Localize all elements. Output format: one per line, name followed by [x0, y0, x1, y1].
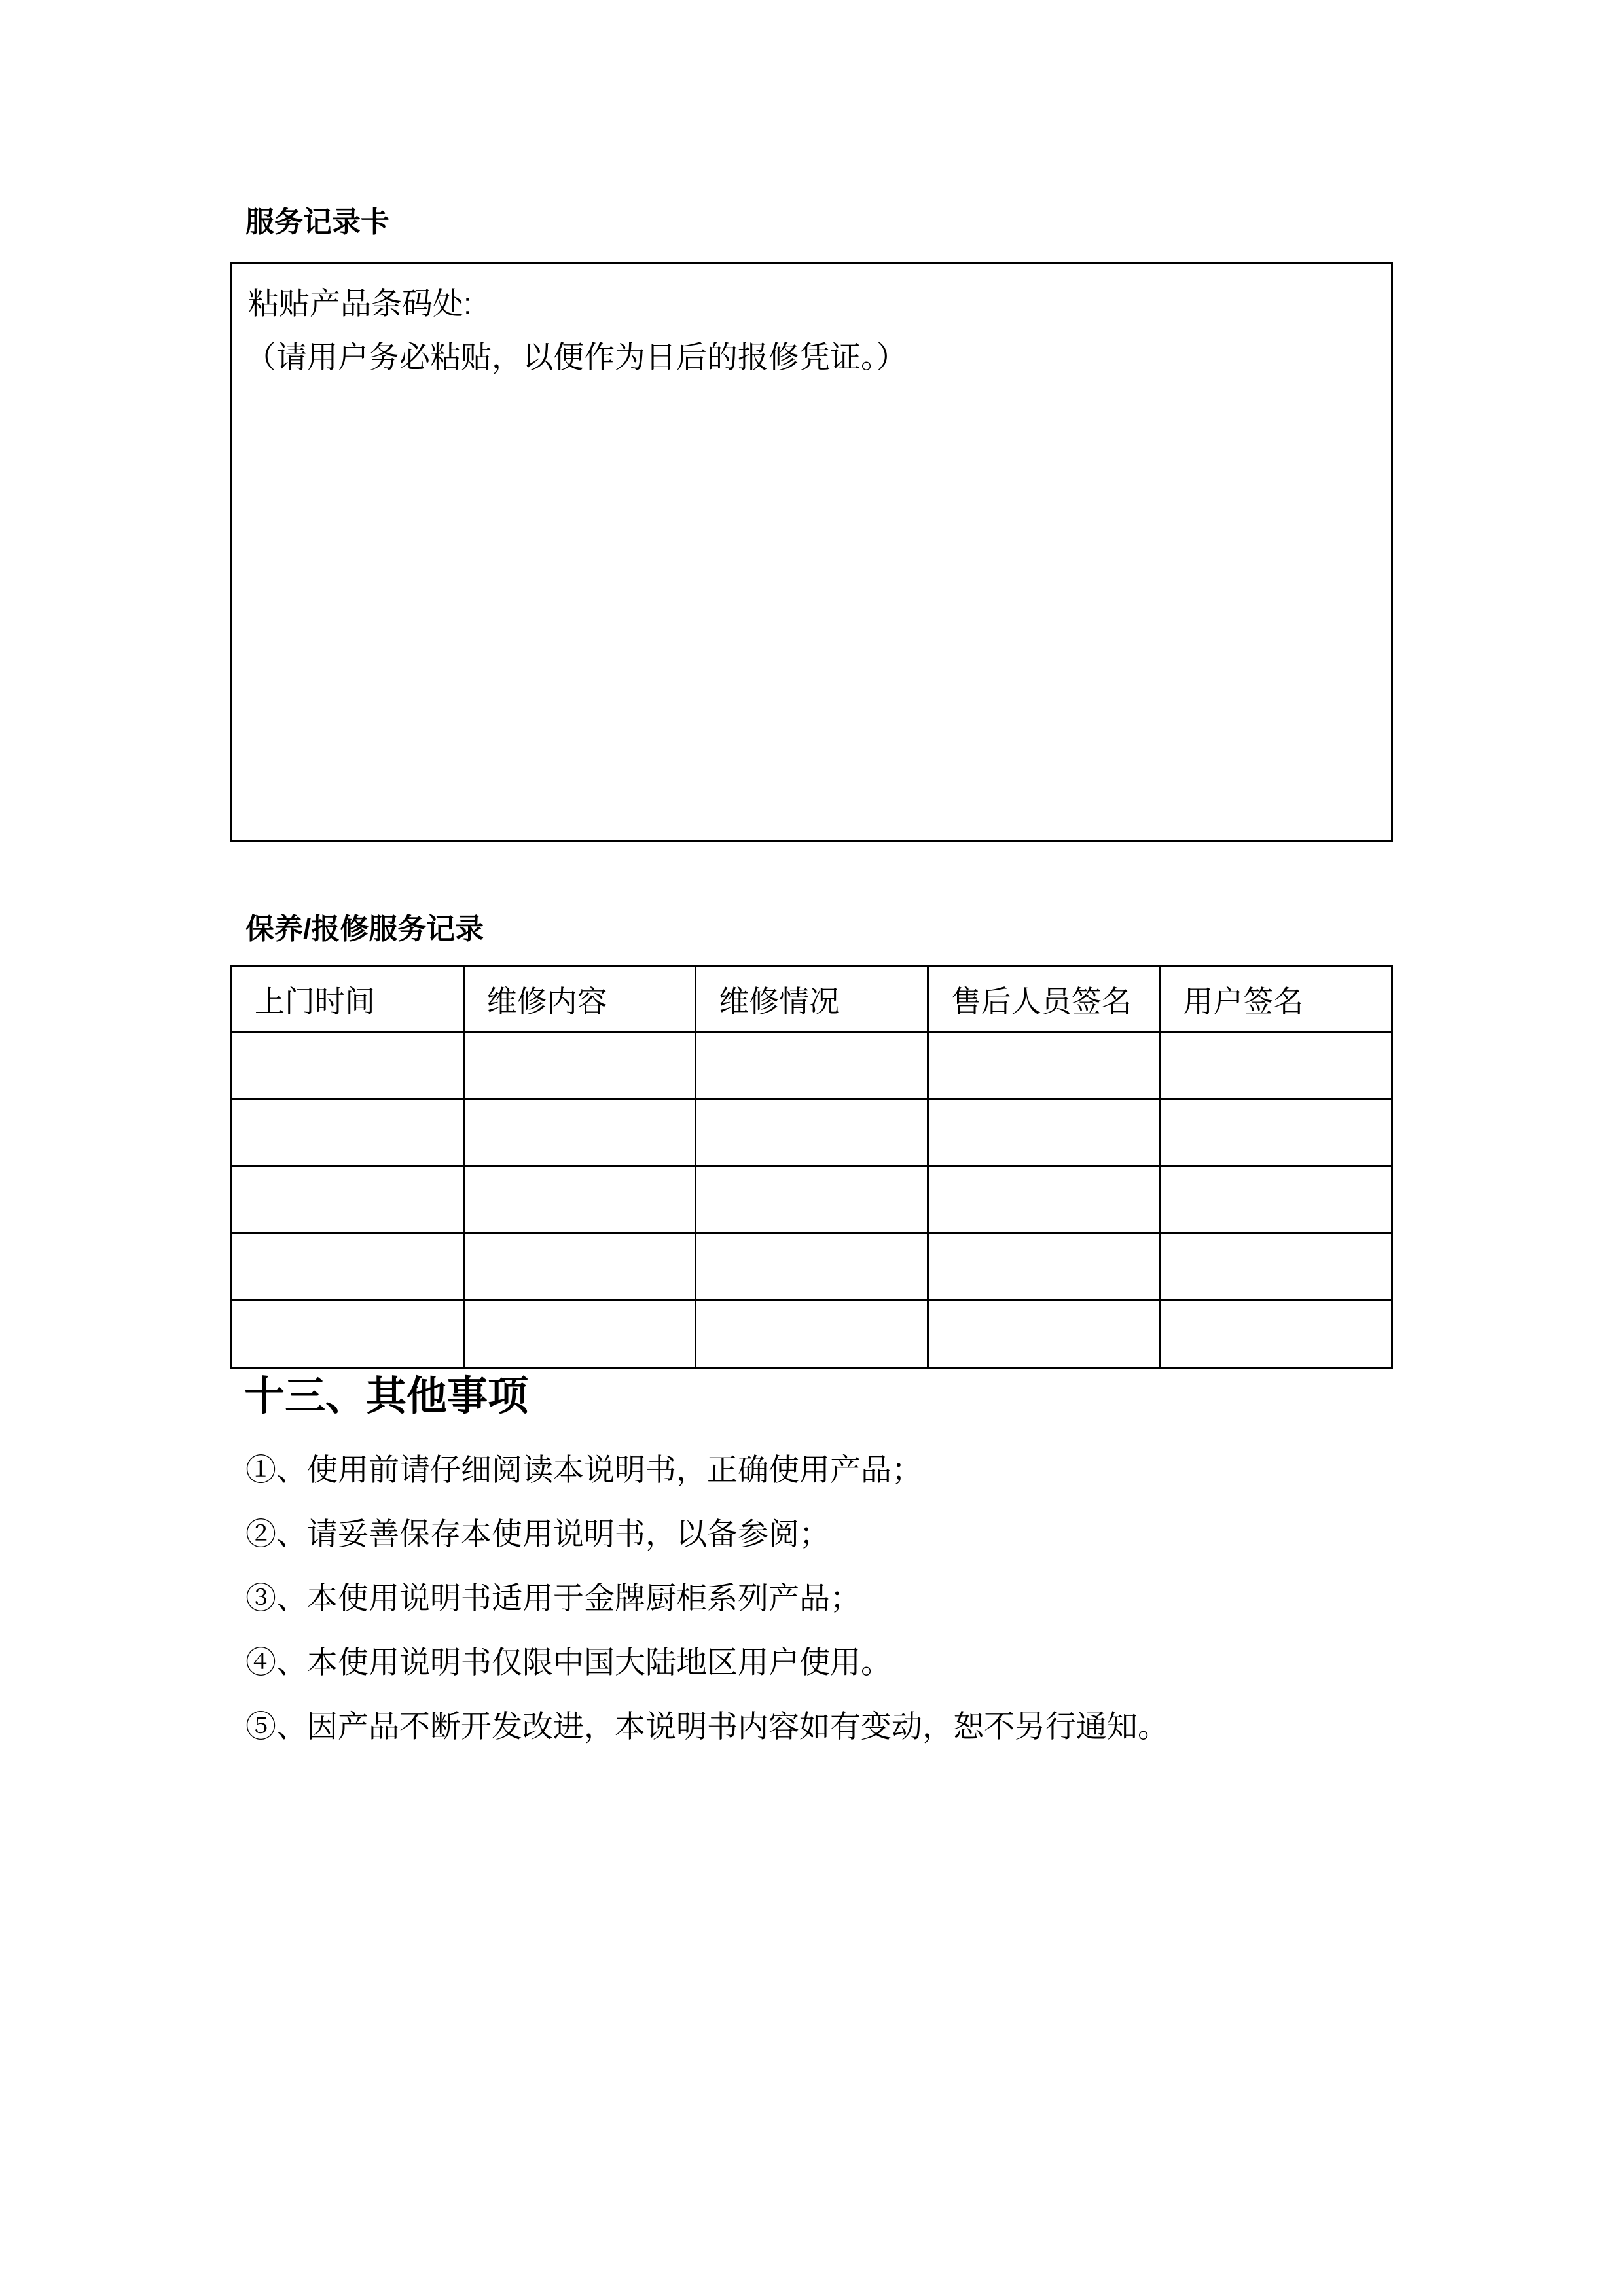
table-cell-empty	[928, 1166, 1160, 1234]
table-row	[232, 1300, 1392, 1368]
table-cell-empty	[696, 1300, 928, 1368]
table-row	[232, 1233, 1392, 1300]
table-cell-empty	[928, 1300, 1160, 1368]
column-header-repair-content: 维修内容	[463, 967, 696, 1032]
table-empty-body	[232, 1032, 1392, 1368]
table-cell-empty	[463, 1300, 696, 1368]
table-cell-empty	[928, 1032, 1160, 1100]
table-cell-empty	[928, 1099, 1160, 1166]
note-item-4: ④、本使用说明书仅限中国大陆地区用户使用。	[245, 1645, 892, 1679]
table-cell-empty	[1160, 1300, 1392, 1368]
table-cell-empty	[463, 1032, 696, 1100]
note-item-5: ⑤、因产品不断开发改进，本说明书内容如有变动，恕不另行通知。	[245, 1709, 1168, 1744]
table-cell-empty	[696, 1099, 928, 1166]
table-cell-empty	[463, 1099, 696, 1166]
column-header-repair-status: 维修情况	[696, 967, 928, 1032]
column-header-user-signature: 用户签名	[1160, 967, 1392, 1032]
maintenance-record-table	[230, 965, 1393, 1369]
table-cell-empty	[1160, 1099, 1392, 1166]
barcode-paste-label: 粘贴产品条码处:	[248, 286, 473, 321]
table-row	[232, 1099, 1392, 1166]
table-cell-empty	[1160, 1233, 1392, 1300]
column-header-service-staff-signature: 售后人员签名	[928, 967, 1160, 1032]
column-header-visit-time: 上门时间	[232, 967, 464, 1032]
table-cell-empty	[232, 1300, 464, 1368]
note-item-1: ①、使用前请仔细阅读本说明书，正确使用产品；	[245, 1452, 922, 1487]
barcode-paste-box	[230, 262, 1393, 842]
note-item-3: ③、本使用说明书适用于金牌厨柜系列产品；	[245, 1581, 861, 1615]
table-header-row	[232, 967, 1392, 1032]
table-cell-empty	[696, 1166, 928, 1234]
table-cell-empty	[232, 1166, 464, 1234]
table-cell-empty	[463, 1233, 696, 1300]
note-item-2: ②、请妥善保存本使用说明书，以备参阅；	[245, 1516, 830, 1551]
table-cell-empty	[928, 1233, 1160, 1300]
other-matters-list	[245, 1452, 1493, 1772]
table-cell-empty	[1160, 1166, 1392, 1234]
table-cell-empty	[696, 1032, 928, 1100]
table-cell-empty	[696, 1233, 928, 1300]
table-cell-empty	[232, 1099, 464, 1166]
table-row	[232, 1032, 1392, 1100]
table-cell-empty	[232, 1032, 464, 1100]
table-cell-empty	[1160, 1032, 1392, 1100]
service-record-card-title: 服务记录卡	[245, 206, 389, 238]
barcode-paste-note: （请用户务必粘贴，以便作为日后的报修凭证。）	[245, 340, 907, 374]
table-cell-empty	[232, 1233, 464, 1300]
other-matters-title: 十三、其他事项	[244, 1374, 529, 1419]
table-cell-empty	[463, 1166, 696, 1234]
maintenance-record-title: 保养/报修服务记录	[245, 913, 484, 945]
table-row	[232, 1166, 1392, 1234]
